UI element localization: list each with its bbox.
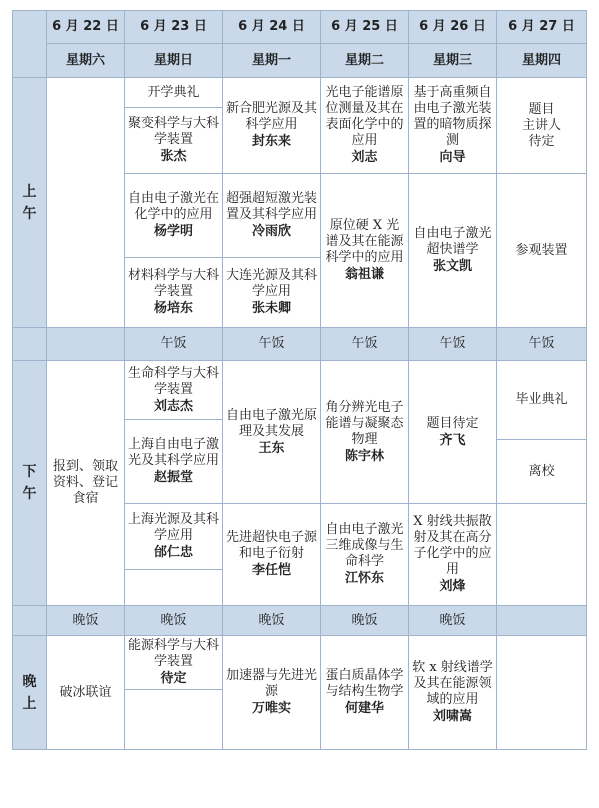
- speaker-name: 冷雨欣: [251, 224, 291, 239]
- session-cell: [223, 78, 321, 174]
- speaker-name: 齐飞: [439, 432, 466, 448]
- session-cell: [125, 420, 223, 504]
- session-cell: [409, 78, 497, 174]
- lunch-cell: 午饭: [223, 328, 321, 361]
- date-header-row: [13, 11, 587, 44]
- lunch-cell: 午饭: [497, 328, 587, 361]
- session-cell: [47, 361, 125, 606]
- dinner-row: [13, 606, 587, 636]
- speaker-name: 杨学明: [153, 224, 193, 239]
- speaker-name: 张文凯: [432, 259, 472, 274]
- session-cell: [409, 361, 497, 504]
- session-cell: [223, 361, 321, 504]
- session-title: 光电子能谱原位测量及其在表面化学中的应用: [325, 85, 404, 148]
- session-title: 上海光源及其科学应用: [128, 512, 220, 543]
- date-header: 6 月 23 日: [125, 11, 223, 44]
- session-cell: [223, 258, 321, 328]
- session-title: 报到、领取资料、登记食宿: [52, 459, 118, 506]
- session-cell: [223, 636, 321, 750]
- session-cell: [125, 361, 223, 420]
- period-label-evening: 晚 上: [13, 636, 47, 750]
- session-cell: [321, 361, 409, 504]
- session-title: 离校: [528, 463, 555, 479]
- speaker-name: 翁祖谦: [344, 267, 384, 282]
- weekday-header: 星期三: [409, 44, 497, 78]
- session-title: 材料科学与大科学装置: [128, 268, 220, 299]
- session-title: 生命科学与大科学装置: [128, 365, 220, 397]
- speaker-name: 杨培东: [153, 301, 193, 316]
- speaker-name: 刘啸嵩: [432, 709, 472, 724]
- session-empty: [47, 78, 125, 328]
- session-title: 上海自由电子激光及其科学应用: [128, 437, 220, 468]
- speaker-name: 刘志杰: [153, 398, 193, 414]
- session-title: 能源科学与大科学装置: [128, 638, 220, 669]
- speaker-name: 江怀东: [344, 571, 384, 586]
- session-cell: [223, 174, 321, 258]
- schedule-table: [12, 10, 587, 750]
- session-title: 新合肥光源及其科学应用: [226, 101, 318, 132]
- session-title: 自由电子激光原理及其发展: [226, 407, 318, 439]
- session-cell: [125, 174, 223, 258]
- meal-side: [13, 606, 47, 636]
- dinner-cell: 晚饭: [47, 606, 125, 636]
- date-header: 6 月 22 日: [47, 11, 125, 44]
- session-title: 破冰联谊: [59, 684, 112, 700]
- session-title: X 射线共振散射及其在高分子化学中的应用: [413, 514, 492, 577]
- speaker-name: 刘志: [351, 150, 378, 165]
- date-header: 6 月 26 日: [409, 11, 497, 44]
- session-empty: [125, 570, 223, 606]
- dinner-cell: 晚饭: [409, 606, 497, 636]
- session-cell: [321, 174, 409, 328]
- session-title: 基于高重频自由电子激光装置的暗物质探测: [413, 85, 492, 148]
- session-title: 加速器与先进光源: [226, 668, 318, 699]
- speaker-name: 陈宇林: [344, 448, 384, 464]
- weekday-header: 星期二: [321, 44, 409, 78]
- session-title: 题目 主讲人 待定: [521, 101, 561, 149]
- lunch-cell: 午饭: [409, 328, 497, 361]
- session-cell: [125, 504, 223, 570]
- session-cell: [125, 636, 223, 690]
- lunch-row: [13, 328, 587, 361]
- weekday-header: 星期一: [223, 44, 321, 78]
- session-cell: [125, 108, 223, 174]
- session-cell: [409, 174, 497, 328]
- afternoon-row: [13, 361, 587, 390]
- date-header: 6 月 27 日: [497, 11, 587, 44]
- lunch-cell: 午饭: [125, 328, 223, 361]
- session-empty: [125, 690, 223, 750]
- session-cell: [409, 504, 497, 606]
- dinner-cell: 晚饭: [223, 606, 321, 636]
- session-title: 角分辨光电子能谱与凝聚态物理: [325, 399, 404, 447]
- speaker-name: 万唯实: [251, 701, 291, 716]
- speaker-name: 王东: [258, 440, 285, 456]
- date-header: 6 月 24 日: [223, 11, 321, 44]
- weekday-header: 星期日: [125, 44, 223, 78]
- meal-empty: [47, 328, 125, 361]
- speaker-name: 李任恺: [251, 563, 291, 578]
- session-title: 蛋白质晶体学与结构生物学: [325, 668, 404, 699]
- session-cell: [321, 504, 409, 606]
- corner-cell: [13, 11, 47, 78]
- speaker-name: 待定: [160, 671, 187, 686]
- session-empty: [497, 504, 587, 606]
- lunch-cell: 午饭: [321, 328, 409, 361]
- speaker-name: 向导: [439, 150, 466, 165]
- speaker-name: 张杰: [160, 149, 187, 164]
- session-title: 超强超短激光装置及其科学应用: [226, 191, 318, 222]
- session-title: 自由电子激光超快谱学: [413, 226, 492, 257]
- session-title: 软 x 射线谱学及其在能源领域的应用: [412, 660, 493, 707]
- session-title: 参观装置: [515, 242, 568, 258]
- session-title: 自由电子激光在化学中的应用: [128, 191, 220, 222]
- session-cell: [497, 440, 587, 504]
- speaker-name: 封东来: [251, 134, 291, 149]
- session-title: 聚变科学与大科学装置: [128, 116, 220, 147]
- session-title: 自由电子激光三维成像与生命科学: [325, 522, 404, 569]
- session-cell: [125, 258, 223, 328]
- meal-empty: [497, 606, 587, 636]
- speaker-name: 何建华: [344, 701, 384, 716]
- meal-side: [13, 328, 47, 361]
- evening-row: [13, 636, 587, 690]
- date-header: 6 月 25 日: [321, 11, 409, 44]
- speaker-name: 刘烽: [439, 579, 466, 594]
- session-title: 毕业典礼: [515, 392, 568, 407]
- dinner-cell: 晚饭: [125, 606, 223, 636]
- speaker-name: 张未卿: [251, 301, 291, 316]
- weekday-header: 星期四: [497, 44, 587, 78]
- session-cell: [497, 174, 587, 328]
- period-label-afternoon: 下 午: [13, 361, 47, 606]
- morning-row: [13, 78, 587, 108]
- speaker-name: 赵振堂: [153, 470, 193, 485]
- session-cell: [497, 361, 587, 440]
- dinner-cell: 晚饭: [321, 606, 409, 636]
- weekday-header: 星期六: [47, 44, 125, 78]
- session-title: 题目待定: [426, 415, 479, 431]
- session-cell: [497, 78, 587, 174]
- speaker-name: 邰仁忠: [153, 545, 193, 560]
- session-cell: [321, 78, 409, 174]
- session-cell: [409, 636, 497, 750]
- session-cell: [47, 636, 125, 750]
- session-title: 先进超快电子源和电子衍射: [226, 530, 318, 561]
- session-title: 原位硬 X 光谱及其在能源科学中的应用: [325, 218, 404, 265]
- period-label-morning: 上 午: [13, 78, 47, 328]
- session-empty: [497, 636, 587, 750]
- weekday-header-row: [13, 44, 587, 78]
- session-title: 大连光源及其科学应用: [226, 268, 318, 299]
- session-cell: [125, 78, 223, 108]
- session-title: 开学典礼: [147, 84, 200, 100]
- session-cell: [321, 636, 409, 750]
- session-cell: [223, 504, 321, 606]
